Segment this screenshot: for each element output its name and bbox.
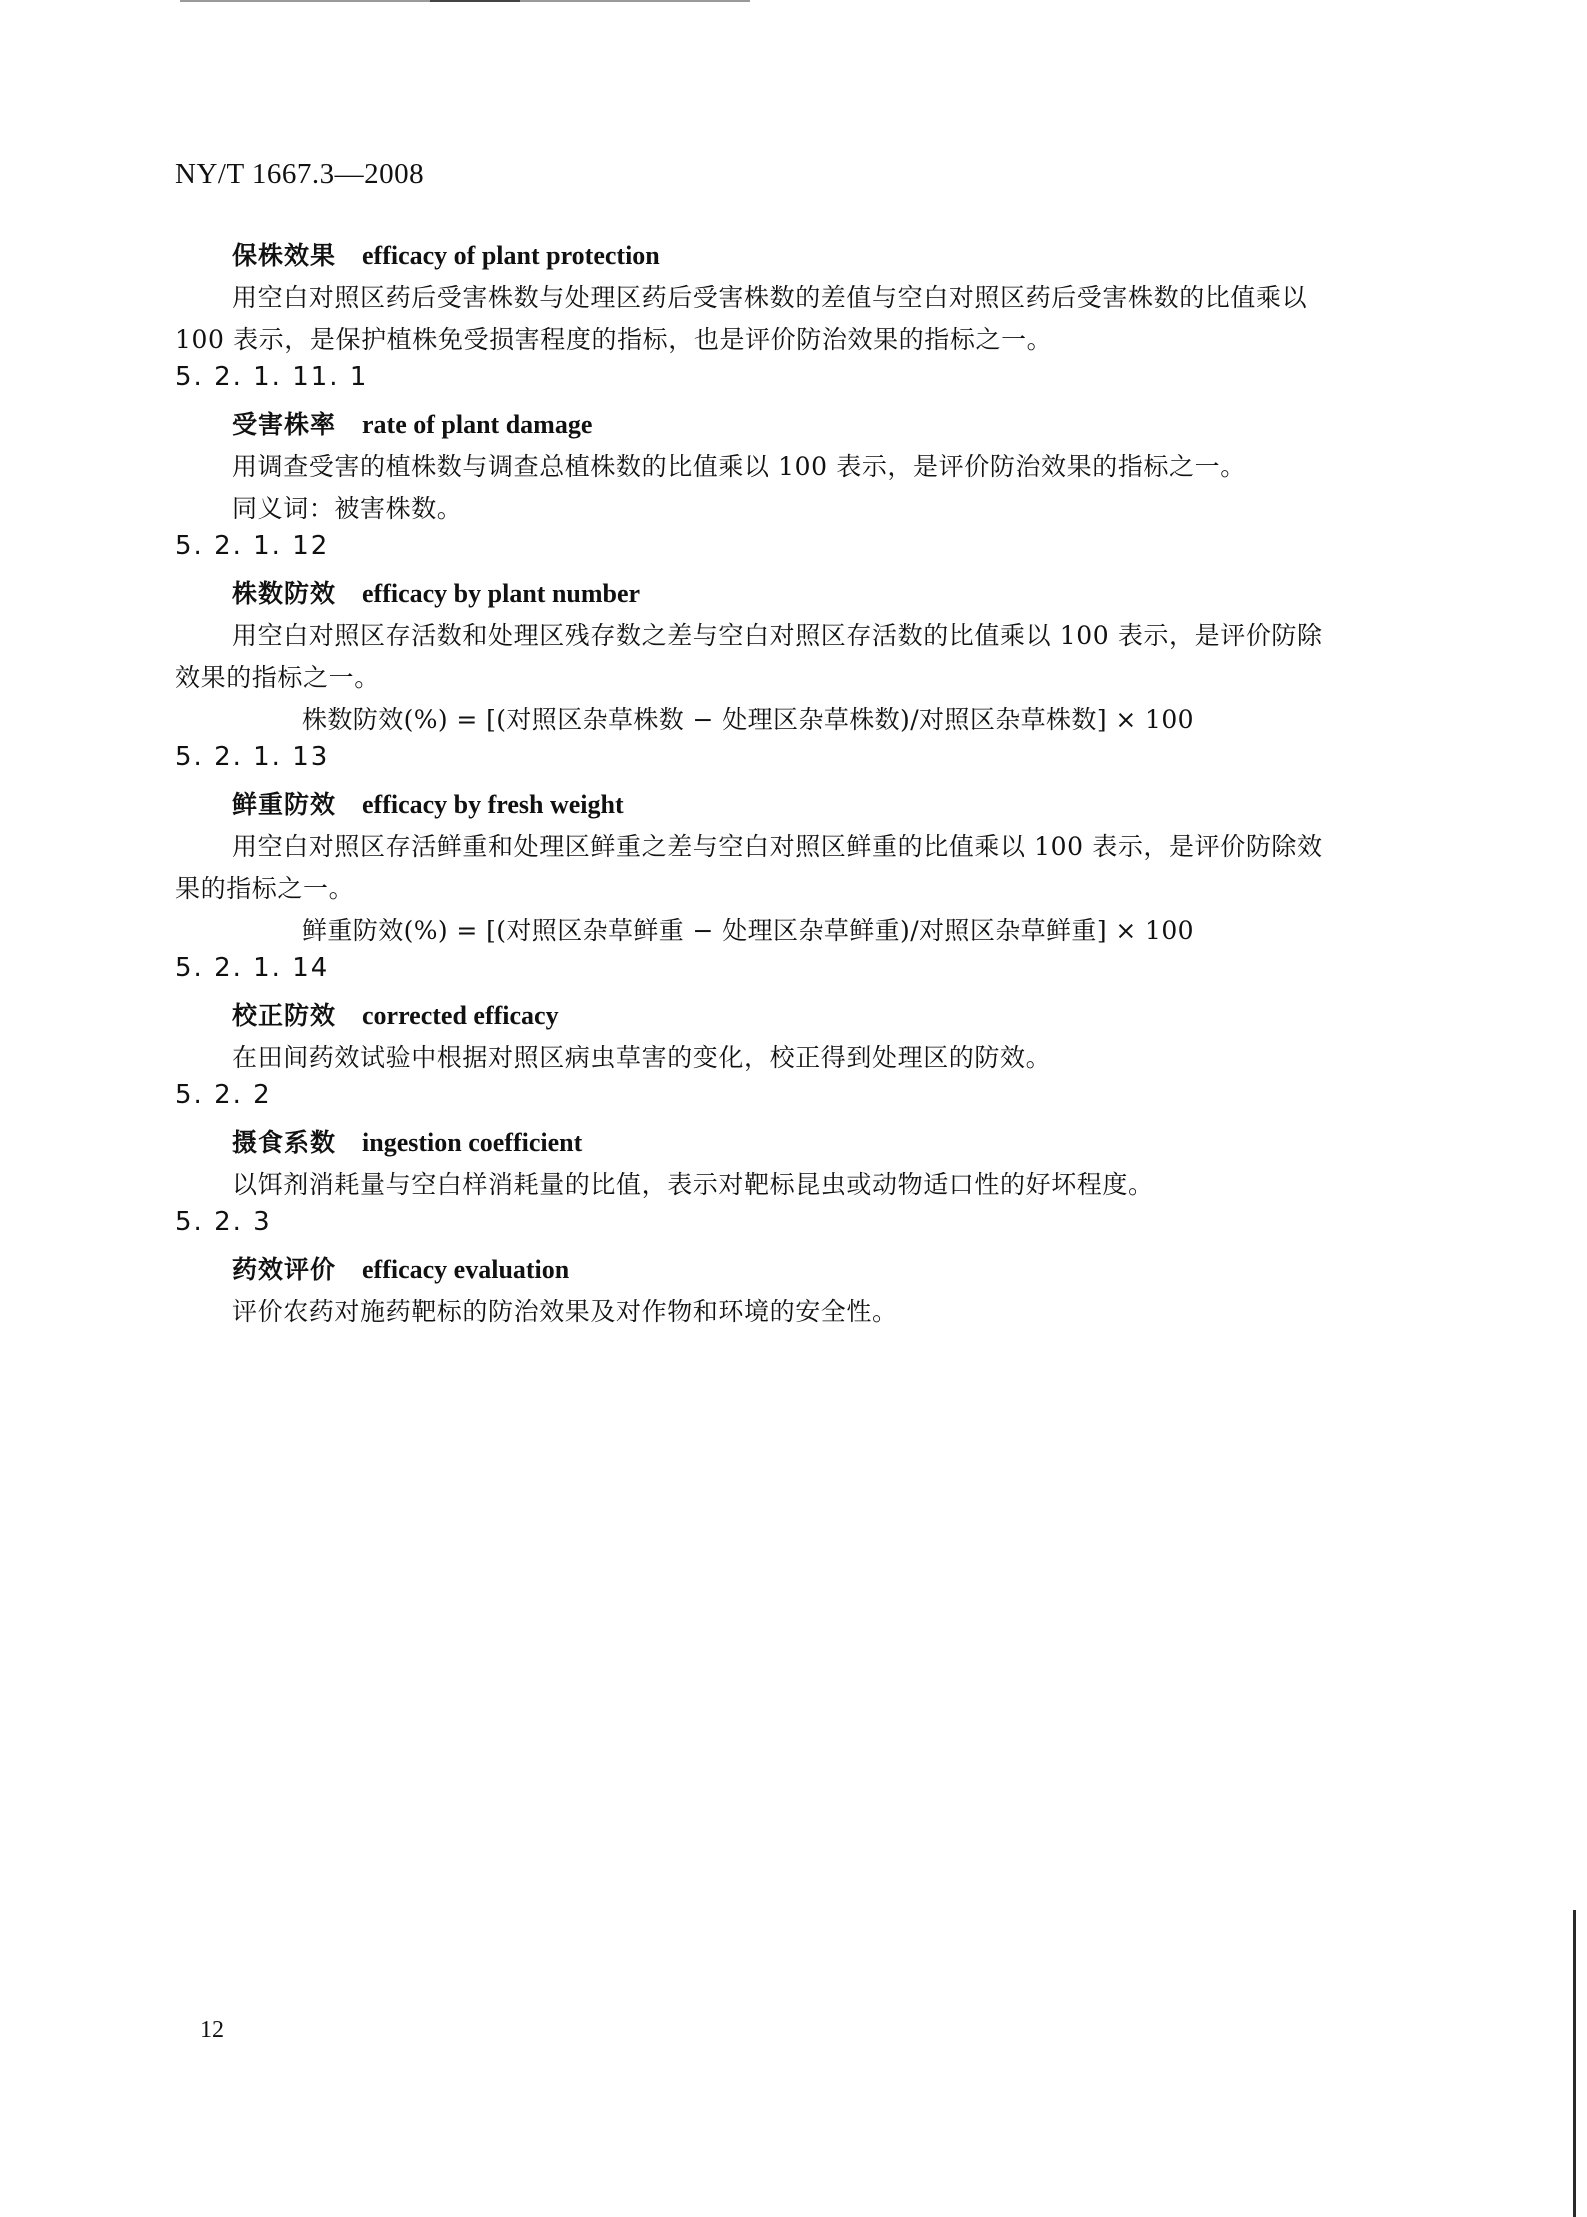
page-number: 12 (200, 2017, 224, 2043)
clause-number: 5. 2. 3 (175, 1207, 272, 1237)
definition-line: 用空白对照区存活鲜重和处理区鲜重之差与空白对照区鲜重的比值乘以 100 表示，是评价防除效 (232, 832, 1323, 861)
definition-line: 用空白对照区存活数和处理区残存数之差与空白对照区存活数的比值乘以 100 表示，是评价防除 (232, 621, 1323, 650)
definition-line: 用调查受害的植株数与调查总植株数的比值乘以 100 表示，是评价防治效果的指标之一。 (232, 452, 1246, 481)
term-heading (232, 1250, 569, 1286)
term-chinese: 保株效果 (232, 241, 337, 270)
term-english: efficacy of plant protection (362, 241, 660, 270)
term-chinese: 药效评价 (232, 1255, 337, 1284)
document-code: NY/T 1667.3—2008 (175, 158, 425, 190)
term-english: rate of plant damage (362, 410, 593, 439)
term-heading (232, 785, 624, 821)
clause-number: 5. 2. 2 (175, 1080, 272, 1110)
term-heading (232, 405, 592, 441)
definition-line: 效果的指标之一。 (175, 663, 380, 692)
term-english: ingestion coefficient (362, 1128, 583, 1157)
definition-line: 在田间药效试验中根据对照区病虫草害的变化，校正得到处理区的防效。 (232, 1043, 1052, 1072)
formula: 株数防效(%) = [(对照区杂草株数 − 处理区杂草株数)/对照区杂草株数] × 100 (302, 705, 1194, 734)
term-heading (232, 996, 559, 1032)
term-chinese: 摄食系数 (232, 1128, 337, 1157)
clause-number: 5. 2. 1. 13 (175, 742, 330, 772)
term-heading (232, 236, 660, 272)
term-chinese: 鲜重防效 (232, 790, 337, 819)
term-chinese: 株数防效 (232, 579, 337, 608)
clause-number: 5. 2. 1. 11. 1 (175, 362, 369, 392)
definition-line: 100 表示，是保护植株免受损害程度的指标，也是评价防治效果的指标之一。 (175, 325, 1053, 354)
term-english: corrected efficacy (362, 1001, 559, 1030)
definition-line: 用空白对照区药后受害株数与处理区药后受害株数的差值与空白对照区药后受害株数的比值乘以 (232, 283, 1308, 312)
term-english: efficacy evaluation (362, 1255, 570, 1284)
clause-number: 5. 2. 1. 14 (175, 953, 330, 983)
term-heading (232, 1123, 582, 1159)
term-heading (232, 574, 640, 610)
definition-line: 评价农药对施药靶标的防治效果及对作物和环境的安全性。 (232, 1297, 898, 1326)
scan-artifact-top-dark (430, 0, 520, 2)
term-english: efficacy by fresh weight (362, 790, 624, 819)
definition-line: 以饵剂消耗量与空白样消耗量的比值，表示对靶标昆虫或动物适口性的好坏程度。 (232, 1170, 1154, 1199)
scan-artifact-right (1573, 1910, 1576, 2217)
definition-line: 果的指标之一。 (175, 874, 355, 903)
clause-number: 5. 2. 1. 12 (175, 531, 330, 561)
formula: 鲜重防效(%) = [(对照区杂草鲜重 − 处理区杂草鲜重)/对照区杂草鲜重] × 100 (302, 916, 1194, 945)
term-english: efficacy by plant number (362, 579, 641, 608)
term-chinese: 校正防效 (232, 1001, 337, 1030)
synonym-line: 同义词：被害株数。 (232, 494, 463, 523)
term-chinese: 受害株率 (232, 410, 337, 439)
